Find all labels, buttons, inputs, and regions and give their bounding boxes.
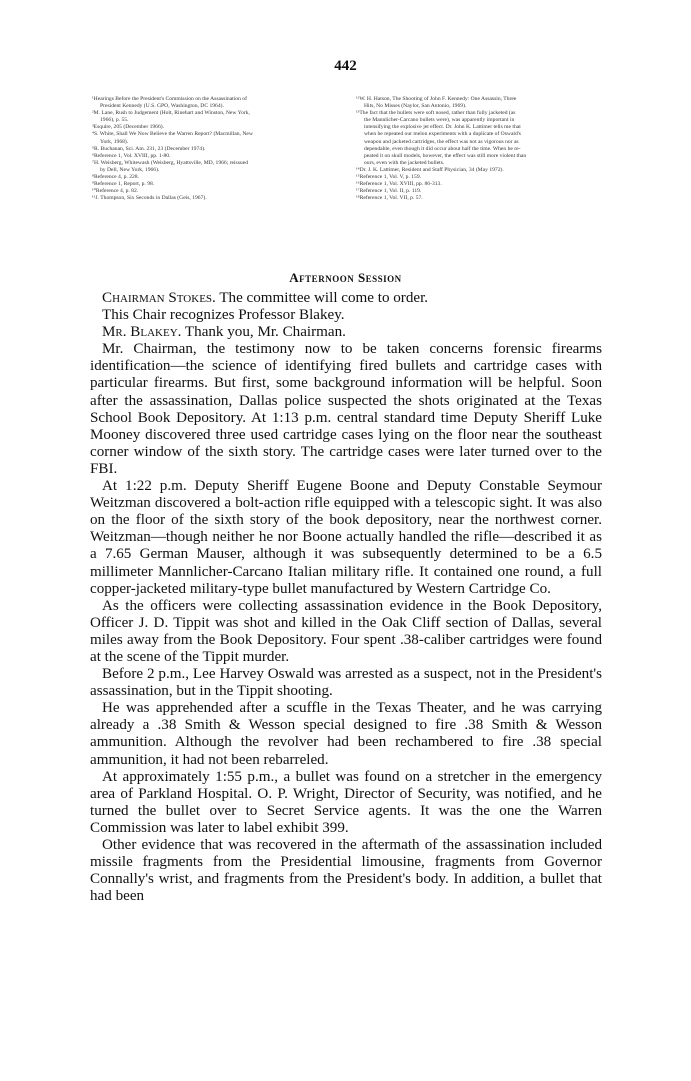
footnote-line: ¹²W. H. Hatson, The Shooting of John F. Kennedy: One Assassin, Three (356, 96, 517, 102)
speaker-name: Chairman Stokes. (102, 290, 216, 306)
paragraph-text: At 1:22 p.m. Deputy Sheriff Eugene Boone and Deputy Constable Seymour Weitzman discovered a bolt-action rifle equipped with a telescopic sight. It was also on the floor of the sixth story of the book depository, near the northwest corner. Weitzman—though neither he nor Boone actually handled the rifle—described it as a 7.65 German Mauser, although it was subsequently determined to be a 6.5 millimeter Mannlicher-Carcano Italian military rifle. It contained one round, a full copper-jacketed military-type bullet manufactured by Western Cartridge Co. (90, 478, 602, 597)
footnote-line: ⁶Reference 1, Vol. XVIII, pp. 1-80. (92, 152, 171, 159)
page-number: 442 (334, 58, 357, 74)
paragraph (90, 341, 602, 478)
footnote-line: peated it on skull models, however, the effect was still more violent than (364, 152, 527, 159)
footnotes-left-column (92, 96, 340, 202)
footnote-line: ¹³The fact that the bullets were soft nosed, rather than fully jacketed (as (356, 110, 516, 117)
footnote-line: President Kennedy (U.S. GPO, Washington, DC 1964). (100, 103, 224, 110)
paragraph (90, 769, 602, 837)
speaker-name: Mr. Blakey. (102, 324, 182, 341)
footnote-line: ²M. Lane, Rush to Judgement (Holt, Rinehart and Winston, New York, (92, 110, 250, 117)
paragraph-text: Mr. Chairman, the testimony now to be taken concerns forensic firearms identification—the science of identifying fired bullets and cartridge cases with particular firearms. But first, some background information will be helpful. Soon after the assassination, Dallas police suspected the shots originated at the Texas School Book Depository. At 1:13 p.m. central standard time Deputy Sheriff Luke Mooney discovered three used cartridge cases lying on the floor near the southeast corner window of the sixth story. The cartridge cases were later turned over to the FBI. (90, 341, 602, 477)
footnote-line: ⁹Reference 1, Report, p. 98. (92, 181, 155, 188)
paragraph-text: Other evidence that was recovered in the aftermath of the assassination included missile fragments from the Presidential limousine, fragments from Governor Connally's wrist, and fragments from the President's body. In addition, a bullet that had been (90, 837, 602, 905)
footnote-line: ours, even with the jacketed bullets. (364, 159, 445, 166)
footnote-line: ⁷H. Weisberg, Whitewash (Weisberg, Hyattsville, MD, 1966; reissued (92, 159, 248, 166)
testimony-body (90, 290, 602, 905)
footnote-line: when he repeated our melon experiments with a duplicate of Oswald's (364, 131, 521, 138)
paragraph-text: At approximately 1:55 p.m., a bullet was found on a stretcher in the emergency area of Parkland Hospital. O. P. Wright, Director of Security, was notified, and he turned the bullet over to Secret Service agents. It was the one the Warren Commission was later to label exhibit 399. (90, 768, 602, 836)
paragraph-text: As the officers were collecting assassination evidence in the Book Depository, Officer J. D. Tippit was shot and killed in the Oak Cliff section of Dallas, several miles away from the Book Depository. Four spent .38-caliber cartridges were found at the scene of the Tippit murder. (90, 597, 602, 665)
paragraph (90, 837, 602, 905)
footnote-line: 1966), p. 55. (100, 117, 129, 124)
footnote-line: ⁸Reference 4, p. 228. (92, 174, 139, 181)
paragraph (90, 324, 602, 341)
footnote-line: ¹⁰Reference 4, p. 82. (92, 188, 139, 195)
paragraph-text: Before 2 p.m., Lee Harvey Oswald was arrested as a suspect, not in the President's assassination, but in the Tippit shooting. (90, 666, 602, 700)
footnotes-right-column (356, 96, 604, 202)
footnote-line: the Mannlicher-Carcano bullets were), was apparently important in (364, 117, 515, 124)
paragraph (90, 290, 602, 307)
paragraph (90, 700, 602, 768)
section-heading: Afternoon Session (289, 270, 402, 285)
footnote-line: intensifying the explosive jet effect. Dr. John K. Lattimer tells me that (364, 124, 521, 131)
footnote-line: dependable, even though it did occur about half the time. When he re- (364, 145, 521, 152)
footnote-line: York, 1968). (100, 138, 129, 145)
footnote-line: ¹⁷Reference 1, Vol. II, p. 119. (356, 188, 422, 195)
paragraph-text: This Chair recognizes Professor Blakey. (102, 307, 345, 324)
footnote-line: ¹⁸Reference 1, Vol. VII, p. 57. (356, 195, 423, 202)
paragraph-text: He was apprehended after a scuffle in the Texas Theater, and he was carrying already a .38 Smith & Wesson special designed to fire .38 Smith & Wesson ammunition. Although the revolver had been rechambered to fire .38 special ammunition, it had not been rebarreled. (90, 700, 602, 768)
paragraph-text: The committee will come to order. (215, 290, 429, 306)
footnote-line: ¹⁴Dr. J. K. Lattimer, Resident and Staff Physician, 34 (May 1972). (356, 166, 504, 173)
footnote-line: ¹Hearings Before the President's Commission on the Assassination of (92, 96, 247, 102)
paragraph-text: Thank you, Mr. Chairman. (181, 324, 346, 341)
paragraph (90, 666, 602, 700)
footnote-line: ¹¹J. Thompson, Six Seconds in Dallas (Geis, 1967). (92, 195, 207, 202)
footnote-line: weapon and jacketed cartridges, the effect was not as vigorous nor as (364, 138, 519, 145)
paragraph (90, 478, 602, 598)
footnote-line: Hits, No Misses (Naylor, San Antonio, 1969). (364, 103, 467, 110)
paragraph (90, 307, 602, 324)
paragraph (90, 598, 602, 666)
footnote-line: ¹⁵Reference 1, Vol. V, p. 159. (356, 174, 422, 181)
footnote-line: ⁴S. White, Shall We Now Believe the Warren Report? (Macmillan, New (92, 131, 253, 138)
footnote-line: ⁵R. Buchanan, Sci. Am. 231, 23 (December 1974). (92, 145, 206, 152)
footnote-line: ¹⁶Reference 1, Vol. XVIII, pp. 86-313. (356, 181, 442, 188)
footnote-line: by Dell, New York, 1966). (100, 166, 160, 173)
footnote-line: ³Esquire, 205 (December 1966). (92, 124, 165, 131)
